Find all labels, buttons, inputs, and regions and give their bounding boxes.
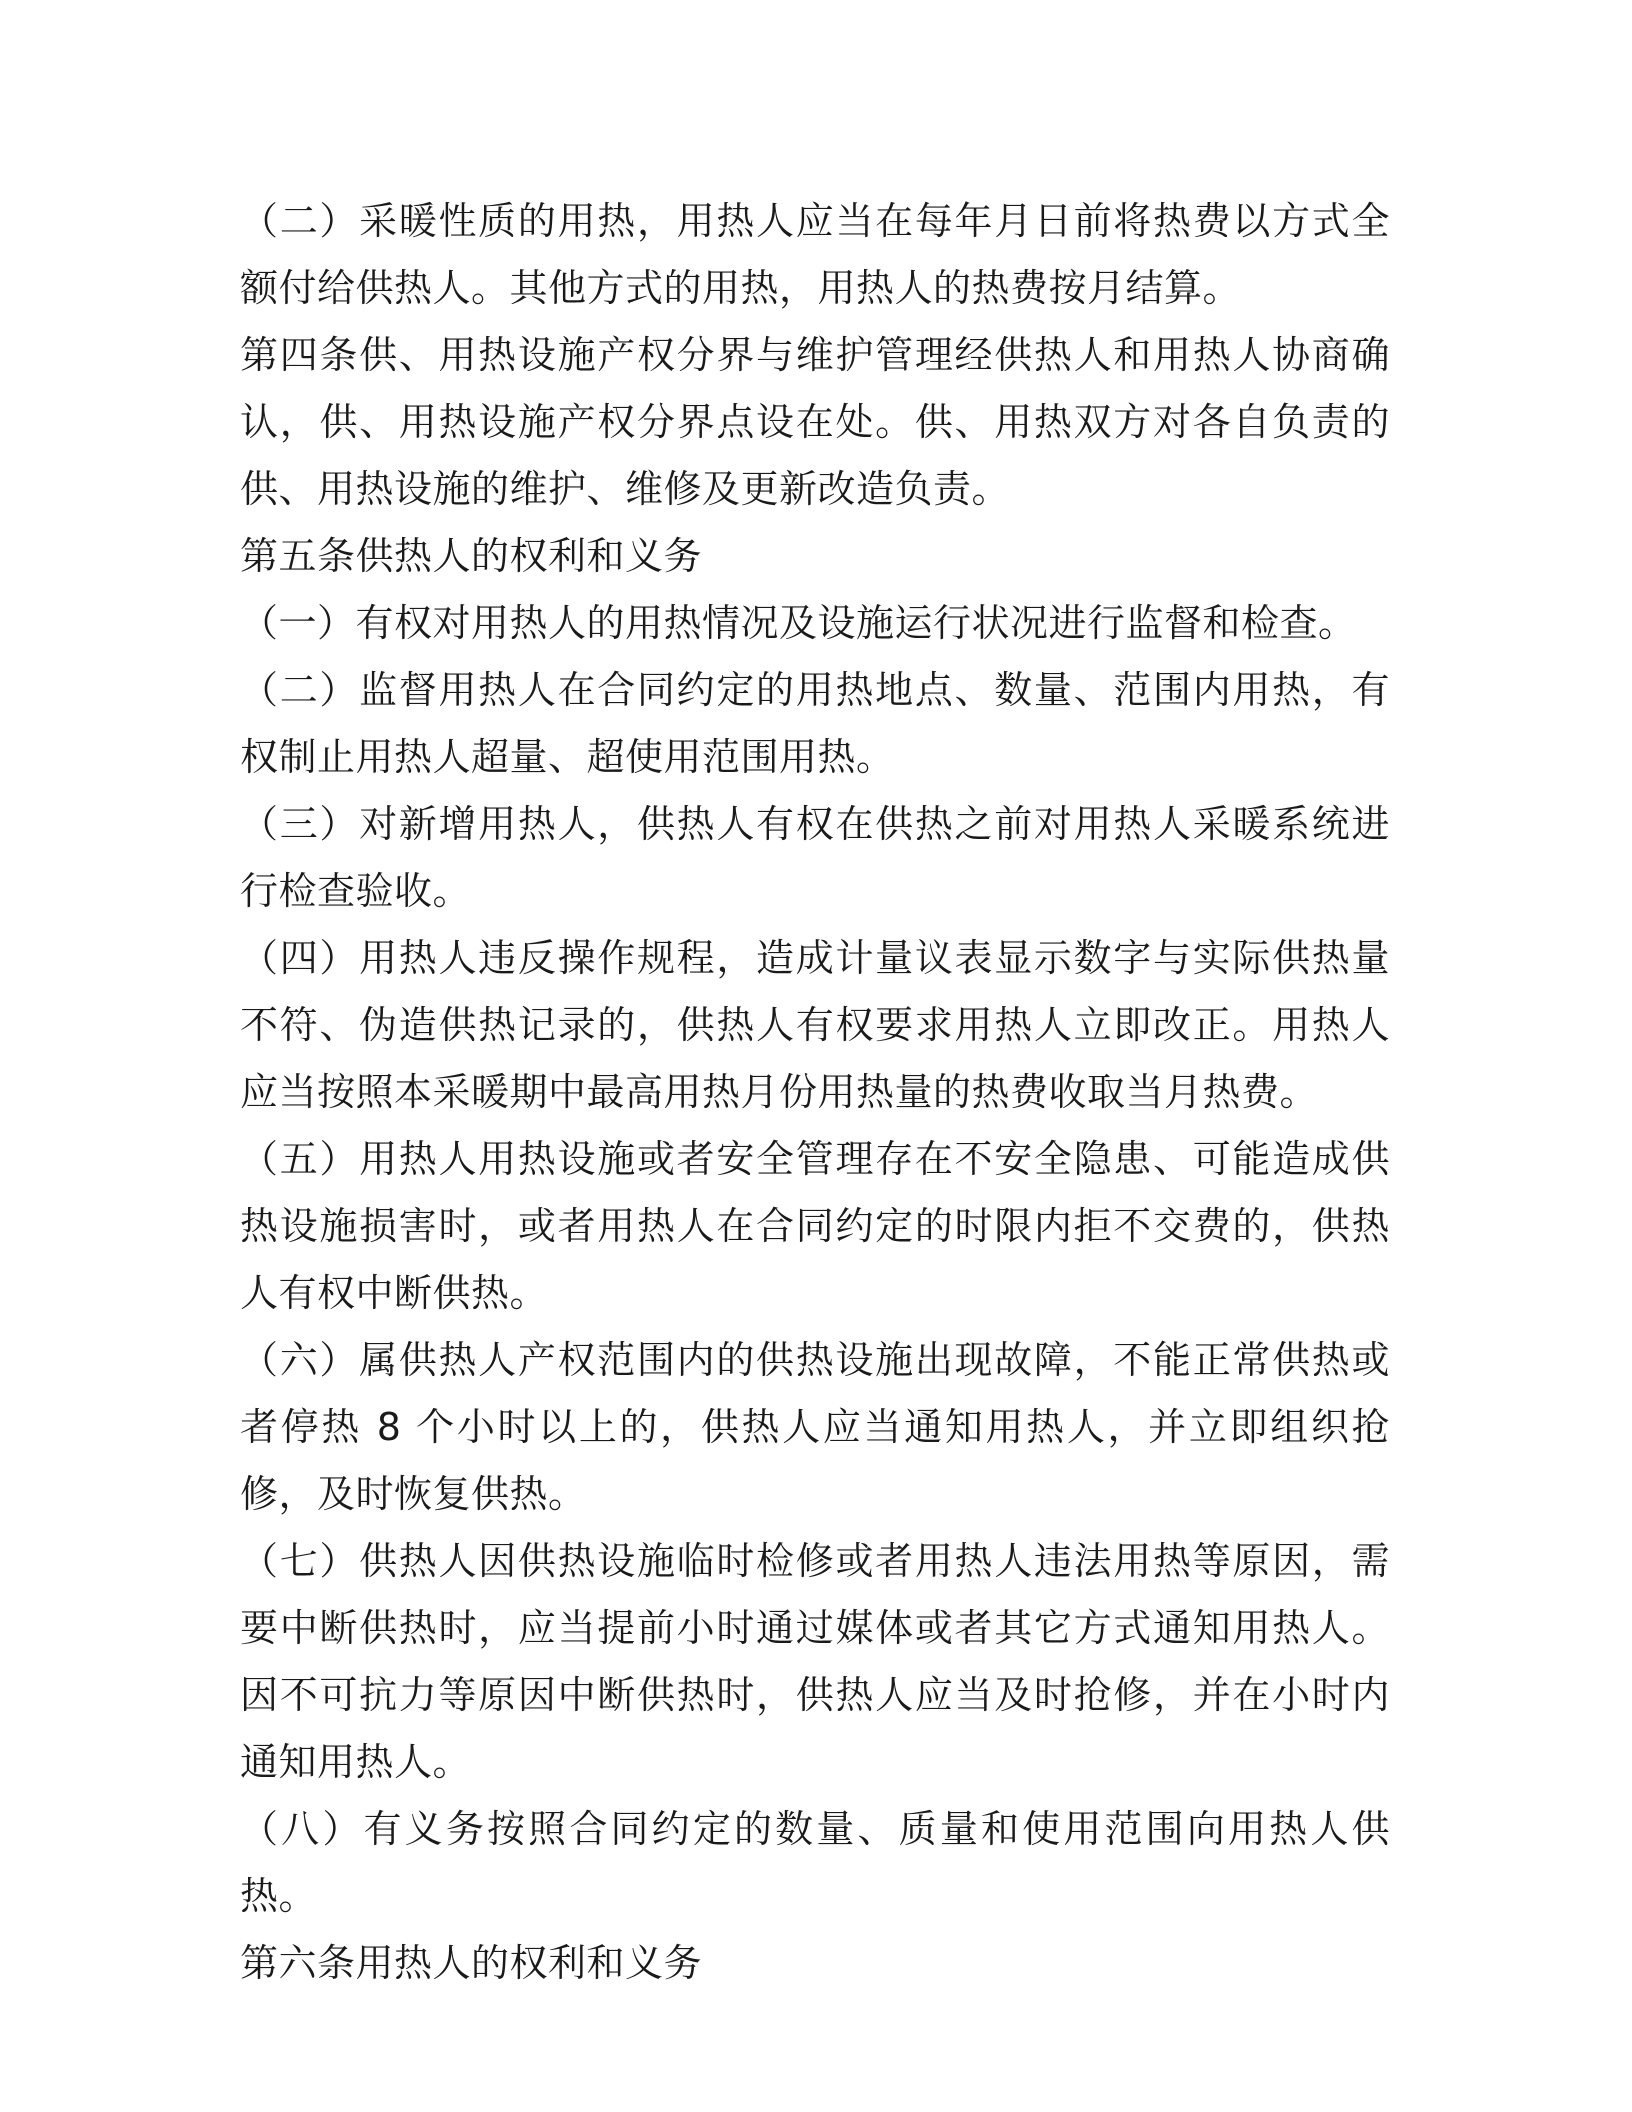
paragraph-article-5-title: 第五条供热人的权利和义务 bbox=[240, 534, 703, 578]
paragraph-article-5-item-7: （七）供热人因供热设施临时检修或者用热人违法用热等原因，需要中断供热时，应当提前小时通过媒体或者其它方式通知用热人。因不可抗力等原因中断供热时，供热人应当及时抢修，并在小时内通知用热人。 bbox=[240, 1539, 1390, 1784]
paragraph-article-5-item-2: （二）监督用热人在合同约定的用热地点、数量、范围内用热，有权制止用热人超量、超使用范围用热。 bbox=[240, 668, 1390, 779]
paragraph-article-5-item-5: （五）用热人用热设施或者安全管理存在不安全隐患、可能造成供热设施损害时，或者用热人在合同约定的时限内拒不交费的，供热人有权中断供热。 bbox=[240, 1137, 1390, 1315]
paragraph-article-5-item-4: （四）用热人违反操作规程，造成计量议表显示数字与实际供热量不符、伪造供热记录的，供热人有权要求用热人立即改正。用热人应当按照本采暖期中最高用热月份用热量的热费收取当月热费。 bbox=[240, 936, 1390, 1114]
paragraph-article-5-item-6: （六）属供热人产权范围内的供热设施出现故障，不能正常供热或者停热 8 个小时以上的，供热人应当通知用热人，并立即组织抢修，及时恢复供热。 bbox=[240, 1338, 1390, 1516]
paragraph-heating-payment: （二）采暖性质的用热，用热人应当在每年月日前将热费以方式全额付给供热人。其他方式的用热，用热人的热费按月结算。 bbox=[240, 199, 1390, 310]
document-body bbox=[240, 188, 1390, 1997]
paragraph-article-5-item-1: （一）有权对用热人的用热情况及设施运行状况进行监督和检查。 bbox=[240, 601, 1357, 645]
paragraph-article-5-item-8: （八）有义务按照合同约定的数量、质量和使用范围向用热人供热。 bbox=[240, 1807, 1390, 1918]
paragraph-article-4: 第四条供、用热设施产权分界与维护管理经供热人和用热人协商确认，供、用热设施产权分界点设在处。供、用热双方对各自负责的供、用热设施的维护、维修及更新改造负责。 bbox=[240, 333, 1390, 511]
paragraph-article-5-item-3: （三）对新增用热人，供热人有权在供热之前对用热人采暖系统进行检查验收。 bbox=[240, 802, 1390, 913]
paragraph-article-6-title: 第六条用热人的权利和义务 bbox=[240, 1941, 703, 1985]
